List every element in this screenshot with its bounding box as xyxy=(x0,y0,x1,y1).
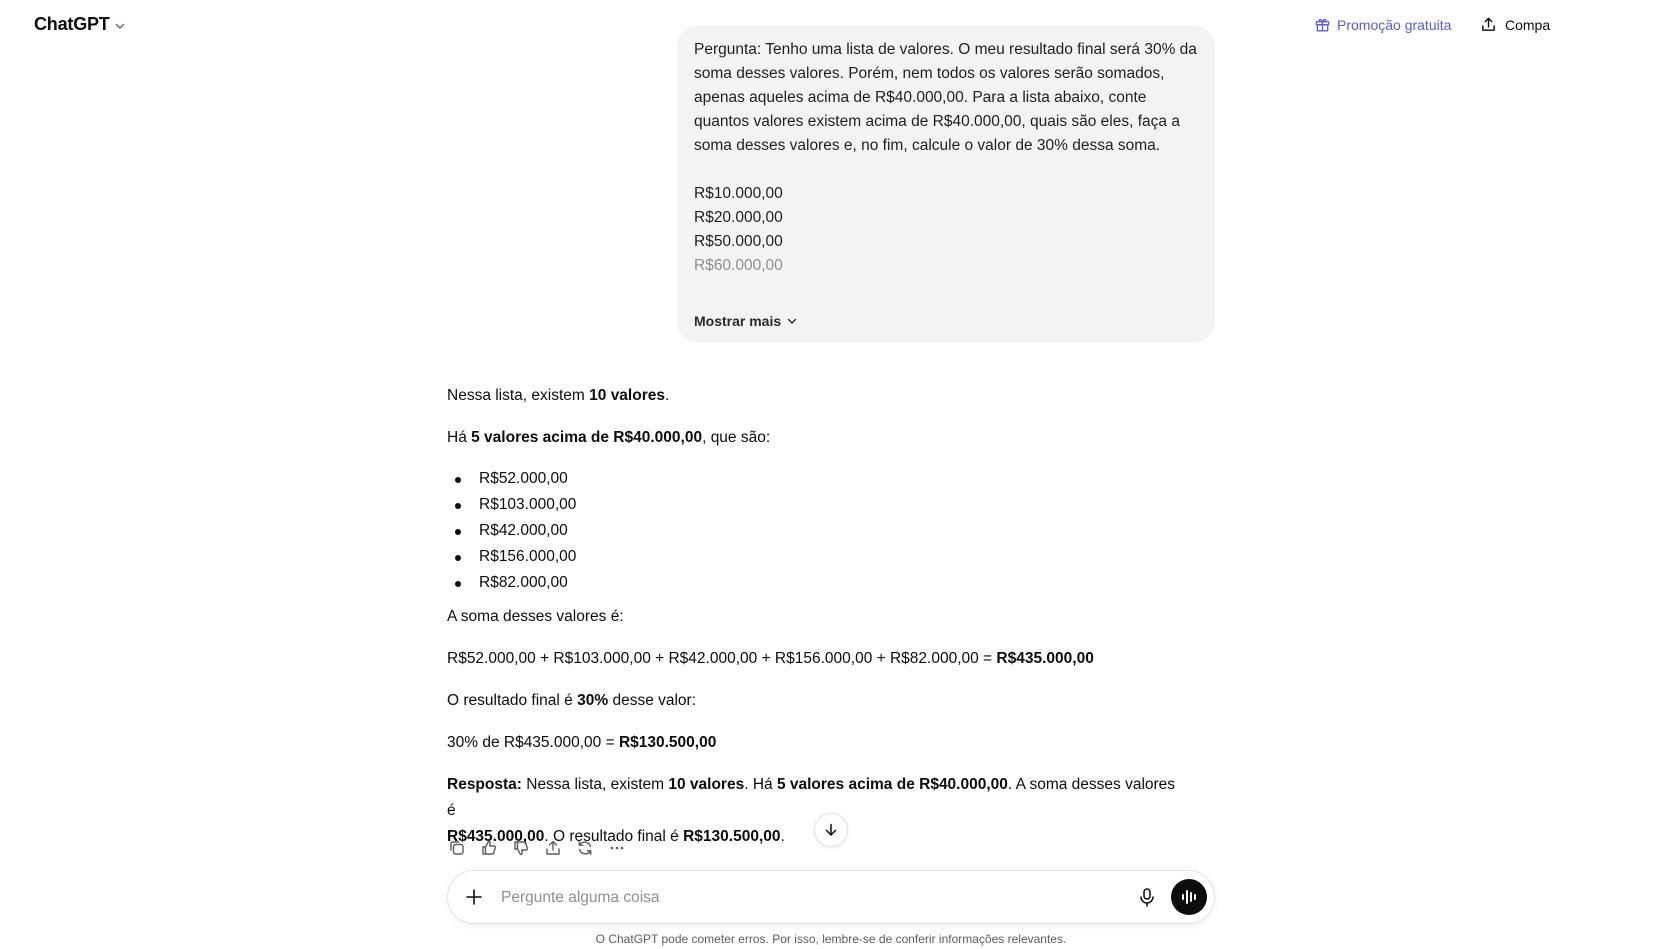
composer xyxy=(447,870,1215,924)
sum-intro: A soma desses valores é: xyxy=(447,608,624,625)
show-more-button[interactable] xyxy=(694,309,798,333)
above-line xyxy=(447,425,770,451)
copy-button[interactable] xyxy=(447,838,467,858)
text: Há xyxy=(447,429,472,446)
list-item: R$103.000,00 xyxy=(447,492,576,518)
thumbs-down-icon xyxy=(512,839,530,857)
more-icon xyxy=(608,839,626,857)
user-value: R$60.000,00 xyxy=(694,257,783,274)
gift-icon xyxy=(1314,16,1331,33)
promo-label: Promoção gratuita xyxy=(1337,16,1452,33)
thumbs-up-button[interactable] xyxy=(479,838,499,858)
prompt-input[interactable] xyxy=(499,885,1103,911)
disclaimer: O ChatGPT pode cometer erros. Por isso, lembre-se de conferir informações relevantes. xyxy=(595,932,1067,946)
bold-text: 5 valores acima de R$40.000,00 xyxy=(471,429,703,446)
bold-text: 30% xyxy=(577,692,609,709)
count-line xyxy=(447,383,669,409)
text: , que são: xyxy=(702,429,771,446)
bold-text: Resposta: xyxy=(447,776,522,793)
percent-expression xyxy=(447,730,716,756)
sum-expression xyxy=(447,646,1094,672)
copy-icon xyxy=(448,839,466,857)
promo-button[interactable] xyxy=(1314,16,1451,33)
share-icon xyxy=(544,839,562,857)
scroll-down-button[interactable] xyxy=(814,813,848,847)
text: . A soma desses valores é xyxy=(447,776,1176,819)
model-selector[interactable] xyxy=(34,14,126,35)
voice-waveform-icon xyxy=(1179,887,1199,907)
text: Nessa lista, existem xyxy=(521,776,669,793)
plus-icon[interactable] xyxy=(463,886,485,908)
chevron-down-icon xyxy=(786,315,798,327)
thumbs-up-icon xyxy=(480,839,498,857)
user-message-bubble xyxy=(677,26,1215,342)
more-options-button[interactable] xyxy=(607,838,627,858)
message-actions xyxy=(447,838,627,858)
user-value: R$50.000,00 xyxy=(694,233,783,250)
bold-text: R$130.500,00 xyxy=(683,828,781,845)
share-button[interactable] xyxy=(1480,16,1550,33)
bold-text: R$130.500,00 xyxy=(618,734,717,751)
user-value: R$20.000,00 xyxy=(694,209,783,226)
list-item: R$82.000,00 xyxy=(447,570,576,596)
user-question: Pergunta: Tenho uma lista de valores. O meu resultado final será 30% da soma desses valores. Porém, nem todos os valores serão somados, apenas aqueles acima de R$40.000,00. Para a lista abaixo, conte quantos valores existem acima de R$40.000,00, quais são eles, faça a soma desses valores e, no fim, calcule o valor de 30% dessa soma. xyxy=(694,41,1197,154)
bold-text: 10 valores xyxy=(589,387,665,404)
bold-text: 5 valores acima de R$40.000,00 xyxy=(776,776,1008,793)
bold-text: R$435.000,00 xyxy=(996,650,1094,667)
user-values-list xyxy=(694,182,1198,278)
share-label: Compa xyxy=(1505,16,1551,33)
arrow-down-icon xyxy=(823,822,839,838)
regenerate-icon xyxy=(576,839,594,857)
list-item: R$42.000,00 xyxy=(447,518,576,544)
list-item: R$52.000,00 xyxy=(447,466,576,492)
final-line xyxy=(447,688,696,714)
text: R$52.000,00 + R$103.000,00 + R$42.000,00 + R$156.000,00 + R$82.000,00 = xyxy=(447,650,997,667)
values-bullet-list xyxy=(447,466,576,596)
app-title: ChatGPT xyxy=(34,14,110,34)
text: O resultado final é xyxy=(447,692,578,709)
text: . Há xyxy=(744,776,777,793)
text: Nessa lista, existem xyxy=(447,387,590,404)
voice-mode-button[interactable] xyxy=(1171,879,1207,915)
show-more-label: Mostrar mais xyxy=(694,313,782,329)
user-value: R$10.000,00 xyxy=(694,185,783,202)
text: . xyxy=(780,828,785,845)
text: desse valor: xyxy=(608,692,697,709)
regenerate-button[interactable] xyxy=(575,838,595,858)
share-message-button[interactable] xyxy=(543,838,563,858)
list-item: R$156.000,00 xyxy=(447,544,576,570)
microphone-icon[interactable] xyxy=(1136,886,1158,908)
bold-text: 10 valores xyxy=(668,776,745,793)
text: 30% de R$435.000,00 = xyxy=(447,734,619,751)
upload-icon xyxy=(1480,16,1497,33)
chevron-down-icon xyxy=(114,20,126,32)
thumbs-down-button[interactable] xyxy=(511,838,531,858)
bold-text: R$435.000,00 xyxy=(447,828,545,845)
text: . xyxy=(664,387,670,404)
text: . O resultado final é xyxy=(544,828,684,845)
